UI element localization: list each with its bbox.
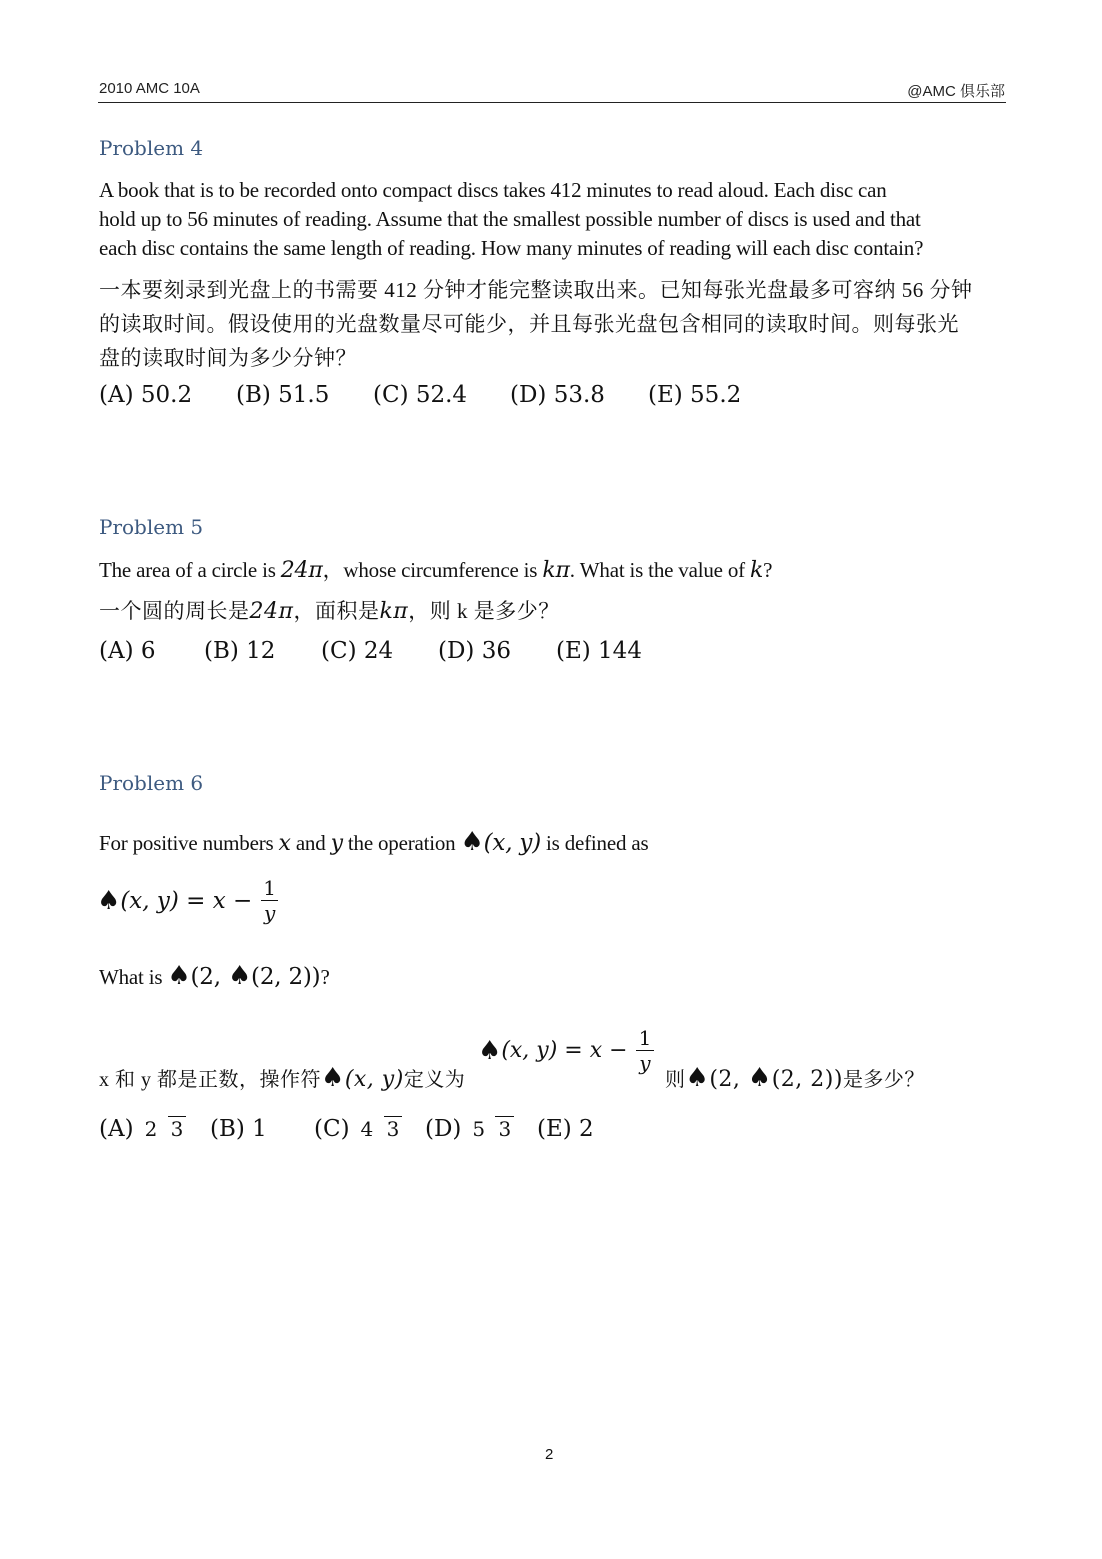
problem-6-question — [99, 962, 330, 992]
choice-e: (E) 55.2 — [648, 382, 742, 408]
text-run: ? — [320, 965, 330, 989]
text-run: 一个圆的周长是 — [99, 599, 250, 623]
choice-c — [314, 1116, 425, 1142]
math-run: (2, — [709, 1067, 748, 1092]
fraction-denominator: 3 — [495, 1116, 514, 1141]
text-run: the operation — [342, 831, 461, 855]
text-line: 一本要刻录到光盘上的书需要 412 分钟才能完整读取出来。已知每张光盘最多可容纳 56 分钟 — [99, 278, 973, 302]
choice-d: (D) 36 — [438, 638, 511, 664]
problem-6-chinese-definition — [478, 1026, 656, 1075]
problem-6-choices — [99, 1116, 594, 1142]
spade-icon: ♠ — [747, 1063, 772, 1093]
math-area: 24π — [280, 558, 323, 583]
definition-lhs: (x, y) = x − — [120, 887, 253, 914]
choice-label: (C) — [314, 1116, 350, 1142]
text-run: ? — [763, 558, 773, 582]
text-run: and — [290, 831, 331, 855]
problem-6-intro — [99, 828, 648, 858]
spade-icon: ♠ — [227, 961, 252, 991]
fraction-denominator: y — [261, 900, 278, 925]
text-line: 的读取时间。假设使用的光盘数量尽可能少，并且每张光盘包含相同的读取时间。则每张光 — [99, 312, 959, 336]
definition-lhs: (x, y) = x − — [501, 1038, 628, 1063]
spade-icon: ♠ — [167, 961, 191, 991]
math-k: k — [749, 558, 764, 583]
text-line: each disc contains the same length of reading. How many minutes of reading will each disc contain? — [99, 236, 924, 260]
fraction-numerator: 1 — [638, 1026, 652, 1050]
problem-4-choices — [99, 382, 741, 408]
choice-b: (B) 51.5 — [236, 382, 330, 408]
choice-a — [99, 1116, 210, 1142]
spade-icon: ♠ — [685, 1063, 710, 1093]
fraction-denominator: y — [636, 1050, 653, 1075]
header-rule — [98, 102, 1006, 103]
choice-label: (A) — [99, 1116, 134, 1142]
choice-e: (E) 2 — [537, 1116, 594, 1142]
fraction-numerator: 5 — [472, 1117, 486, 1141]
choice-a: (A) 50.2 — [99, 382, 193, 408]
math-run: kπ — [379, 599, 409, 624]
math-run: (2, 2)) — [771, 1067, 843, 1092]
problem-5-title: Problem 5 — [99, 515, 204, 539]
choice-e: (E) 144 — [556, 638, 642, 664]
math-run: (2, — [190, 964, 228, 990]
fraction-numerator: 2 — [144, 1117, 158, 1141]
spade-icon: ♠ — [97, 885, 121, 916]
choice-d: (D) 53.8 — [510, 382, 605, 408]
text-run: . What is the value of — [569, 558, 750, 582]
problem-6-chinese-suffix — [665, 1061, 925, 1097]
text-run: What is — [99, 965, 168, 989]
text-run: The area of a circle is — [99, 558, 281, 582]
problem-5-chinese — [99, 594, 560, 629]
problem-4-chinese — [99, 273, 973, 375]
text-run: ，面积是 — [293, 599, 380, 623]
math-circumference: kπ — [542, 558, 570, 583]
text-run: 则 — [665, 1069, 686, 1091]
fraction-denominator: 3 — [168, 1116, 187, 1141]
math-run: 24π — [249, 599, 294, 624]
text-line: A book that is to be recorded onto compact discs takes 412 minutes to read aloud. Each disc can — [99, 178, 887, 202]
choice-b: (B) 12 — [204, 638, 276, 664]
page-number: 2 — [545, 1446, 554, 1463]
text-line: 盘的读取时间为多少分钟？ — [99, 346, 357, 370]
choice-fraction — [142, 1116, 187, 1142]
choice-fraction — [469, 1116, 514, 1142]
math-op: (x, y) — [483, 830, 541, 856]
text-run: 是多少？ — [842, 1069, 925, 1091]
math-x: x — [278, 831, 291, 856]
definition-equation — [97, 876, 281, 925]
problem-5-choices — [99, 638, 642, 664]
text-line: hold up to 56 minutes of reading. Assume that the smallest possible number of discs is used and that — [99, 207, 921, 231]
problem-6-chinese-prefix — [99, 1061, 465, 1097]
math-run: (x, y) — [344, 1067, 404, 1092]
choice-c: (C) 52.4 — [373, 382, 468, 408]
fraction-numerator: 4 — [360, 1117, 374, 1141]
header-right: @AMC 俱乐部 — [907, 83, 1005, 100]
text-run: ，whose circumference is — [322, 558, 543, 582]
definition-fraction — [636, 1026, 655, 1075]
problem-4-title: Problem 4 — [99, 136, 204, 160]
choice-b: (B) 1 — [210, 1116, 267, 1142]
spade-icon: ♠ — [478, 1035, 502, 1066]
spade-icon: ♠ — [460, 827, 484, 857]
fraction-denominator: 3 — [384, 1116, 403, 1141]
choice-fraction — [358, 1116, 403, 1142]
problem-4-english — [99, 176, 923, 263]
choice-d — [425, 1116, 537, 1142]
text-run: For positive numbers — [99, 831, 279, 855]
choice-c: (C) 24 — [321, 638, 394, 664]
math-y: y — [330, 831, 343, 856]
choice-label: (D) — [425, 1116, 462, 1142]
choice-a: (A) 6 — [99, 638, 156, 664]
definition-fraction — [260, 876, 279, 925]
header-left: 2010 AMC 10A — [99, 80, 200, 97]
spade-icon: ♠ — [321, 1063, 345, 1093]
math-run: (2, 2)) — [251, 964, 321, 990]
text-run: 定义为 — [403, 1069, 466, 1091]
text-run: x 和 y 都是正数，操作符 — [99, 1069, 321, 1091]
problem-5-english — [99, 556, 772, 585]
text-run: is defined as — [541, 831, 649, 855]
text-run: ，则 k 是多少？ — [408, 599, 560, 623]
fraction-numerator: 1 — [263, 876, 277, 900]
problem-6-title: Problem 6 — [99, 771, 204, 795]
